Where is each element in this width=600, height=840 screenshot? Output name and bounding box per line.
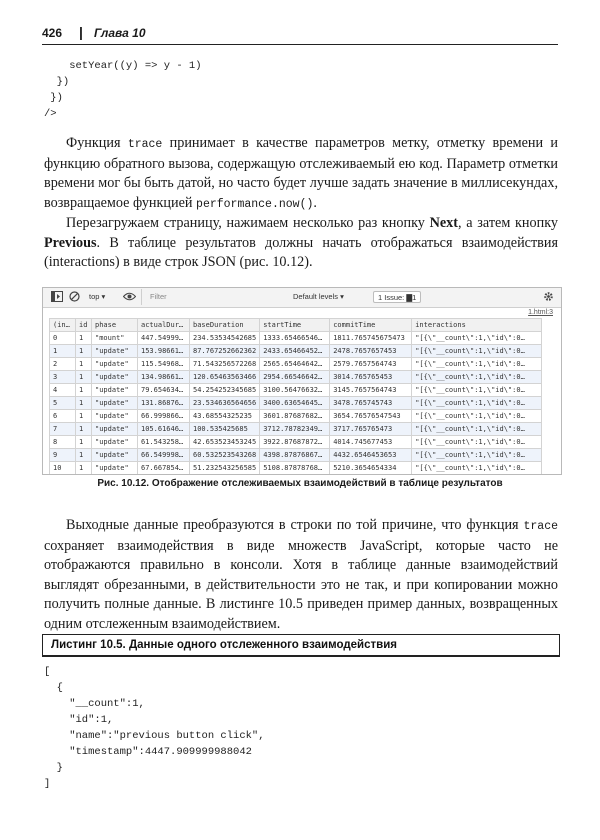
table-header-row [50, 319, 542, 332]
page-number: 426 [42, 26, 63, 40]
table-cell: 7 [50, 423, 76, 436]
column-header[interactable]: (in… [50, 319, 76, 332]
table-cell: 3717.765765473 [330, 423, 412, 436]
table-cell: "[{\"__count\":1,\"id\":0… [412, 332, 542, 345]
eye-icon[interactable] [123, 292, 136, 303]
table-cell: "[{\"__count\":1,\"id\":0… [412, 384, 542, 397]
clear-console-icon[interactable] [69, 291, 80, 304]
table-cell: 1 [76, 345, 92, 358]
paragraph-trace-description: Функция trace принимает в качестве параметров метку, отметку времени и функцию обратного вызова, содержащую отслеживаемый ею код. Параметр отметки времени мог бы быть датой, но часто будет лучше задать значение в миллисекундах, возвращаемое функцией performance.now(). [44, 135, 559, 211]
table-cell: 2579.7657564743 [330, 358, 412, 371]
table-cell: 4398.87876867… [260, 449, 330, 462]
column-header[interactable]: startTime [260, 319, 330, 332]
table-cell: 79.654634… [138, 384, 190, 397]
table-cell: 4014.745677453 [330, 436, 412, 449]
table-row[interactable] [50, 397, 542, 410]
inline-code-trace: trace [523, 520, 558, 533]
table-cell: 43.68554325235 [190, 410, 260, 423]
table-cell: 23.534636564656 [190, 397, 260, 410]
table-cell: 10 [50, 462, 76, 475]
table-cell: 100.535425685 [190, 423, 260, 436]
toolbar-divider [141, 289, 142, 305]
listing-title: Листинг 10.5. Данные одного отслеженного взаимодействия [51, 639, 397, 651]
table-cell: "update" [92, 345, 138, 358]
issues-badge[interactable]: 1 Issue: ▇1 [373, 291, 421, 303]
source-file-link[interactable]: 1.html:3 [528, 309, 553, 316]
table-row[interactable] [50, 358, 542, 371]
table-cell: 3400.63654645… [260, 397, 330, 410]
table-cell: 0 [50, 332, 76, 345]
table-cell: 1 [76, 397, 92, 410]
table-cell: 1 [76, 436, 92, 449]
table-row[interactable] [50, 384, 542, 397]
table-cell: 1333.65466546… [260, 332, 330, 345]
header-separator: | [79, 24, 83, 40]
table-cell: "[{\"__count\":1,\"id\":0… [412, 423, 542, 436]
inline-code-performance-now: performance.now() [196, 197, 314, 211]
table-cell: 3601.87687682… [260, 410, 330, 423]
table-cell: "update" [92, 462, 138, 475]
table-cell: 51.232543256585 [190, 462, 260, 475]
table-cell: 2 [50, 358, 76, 371]
table-cell: 2478.7657657453 [330, 345, 412, 358]
table-cell: 3654.76576547543 [330, 410, 412, 423]
table-row[interactable] [50, 371, 542, 384]
table-cell: 153.98661… [138, 345, 190, 358]
listing-code: [ { "__count":1, "id":1, "name":"previous button click", "timestamp":4447.909999988042 } ] [44, 666, 265, 790]
code-fragment-top: setYear((y) => y - 1) }) }) /> [44, 60, 202, 120]
column-header[interactable]: commitTime [330, 319, 412, 332]
table-cell: 66.549998… [138, 449, 190, 462]
table-cell: 3014.765765453 [330, 371, 412, 384]
table-cell: 4 [50, 384, 76, 397]
table-row[interactable] [50, 423, 542, 436]
table-cell: 4432.6546453653 [330, 449, 412, 462]
table-cell: 234.53534542685 [190, 332, 260, 345]
paragraph-reload-instructions: Перезагружаем страницу, нажимаем несколько раз кнопку Next, а затем кнопку Previous. В таблице результатов должны начать отображаться взаимодействия (interactions) в виде строк JSON (рис. 10.12). [44, 215, 558, 270]
table-cell: 3712.78782349… [260, 423, 330, 436]
table-cell: "[{\"__count\":1,\"id\":0… [412, 410, 542, 423]
table-cell: 61.543258… [138, 436, 190, 449]
column-header[interactable]: baseDuration [190, 319, 260, 332]
table-cell: 71.543256572268 [190, 358, 260, 371]
console-toolbar [43, 288, 561, 308]
table-cell: "[{\"__count\":1,\"id\":0… [412, 462, 542, 475]
table-cell: "[{\"__count\":1,\"id\":0… [412, 371, 542, 384]
table-cell: 1 [76, 371, 92, 384]
console-screenshot [42, 287, 562, 475]
table-cell: 3 [50, 371, 76, 384]
column-header[interactable]: phase [92, 319, 138, 332]
page-header [42, 22, 558, 45]
table-cell: 131.86876… [138, 397, 190, 410]
table-cell: 1 [76, 358, 92, 371]
table-cell: 447.54999… [138, 332, 190, 345]
table-cell: 54.254252345685 [190, 384, 260, 397]
table-row[interactable] [50, 332, 542, 345]
table-cell: 9 [50, 449, 76, 462]
table-cell: 87.767252662362 [190, 345, 260, 358]
table-row[interactable] [50, 449, 542, 462]
table-cell: 2954.66546642… [260, 371, 330, 384]
column-header[interactable]: interactions [412, 319, 542, 332]
bold-previous: Previous [44, 234, 97, 251]
table-cell: "update" [92, 371, 138, 384]
table-cell: 1 [76, 410, 92, 423]
table-cell: 115.54968… [138, 358, 190, 371]
table-cell: 5 [50, 397, 76, 410]
listing-underline [42, 655, 560, 657]
sidebar-toggle-icon[interactable] [51, 291, 63, 304]
table-cell: 60.532523543268 [190, 449, 260, 462]
table-cell: "update" [92, 449, 138, 462]
table-cell: "[{\"__count\":1,\"id\":0… [412, 449, 542, 462]
settings-gear-icon[interactable] [543, 291, 554, 304]
table-cell: 1 [76, 449, 92, 462]
table-cell: 1 [76, 384, 92, 397]
table-cell: 67.667854… [138, 462, 190, 475]
console-results-table [49, 318, 542, 475]
table-cell: 1 [76, 332, 92, 345]
table-cell: "mount" [92, 332, 138, 345]
filter-input[interactable]: Filter [150, 292, 167, 301]
table-cell: "[{\"__count\":1,\"id\":0… [412, 436, 542, 449]
table-cell: "[{\"__count\":1,\"id\":0… [412, 358, 542, 371]
table-cell: 5210.3654654334 [330, 462, 412, 475]
table-cell: 66.999866… [138, 410, 190, 423]
table-cell: 2433.65466452… [260, 345, 330, 358]
table-cell: "update" [92, 397, 138, 410]
table-cell: 1 [50, 345, 76, 358]
table-cell: 6 [50, 410, 76, 423]
table-cell: 8 [50, 436, 76, 449]
table-cell: "update" [92, 358, 138, 371]
table-cell: 120.65463563466 [190, 371, 260, 384]
table-row[interactable] [50, 462, 542, 475]
table-cell: 1 [76, 462, 92, 475]
table-cell: "update" [92, 423, 138, 436]
context-selector[interactable]: top ▾ [89, 292, 106, 301]
table-row[interactable] [50, 436, 542, 449]
listing-header-box [42, 634, 560, 656]
table-cell: "update" [92, 436, 138, 449]
table-cell: "[{\"__count\":1,\"id\":0… [412, 345, 542, 358]
paragraph-output-explanation: Выходные данные преобразуются в строки по той причине, что функция trace сохраняет взаимодействия в виде множеств JavaScript, которые часто не отображаются правильно в консоли. Хотя в таблице данные взаимодействий выглядят обрезанными, в действительности это не так, и при копировании можно получить полные данные. В листинге 10.5 приведен пример данных, возвращенных одним отслеженным взаимодействием. [44, 517, 558, 632]
table-cell: "update" [92, 384, 138, 397]
table-row[interactable] [50, 410, 542, 423]
table-row[interactable] [50, 345, 542, 358]
log-levels-dropdown[interactable]: Default levels ▾ [293, 292, 344, 301]
source-link-row [43, 308, 561, 318]
table-cell: 42.653523453245 [190, 436, 260, 449]
table-cell: "update" [92, 410, 138, 423]
table-cell: "[{\"__count\":1,\"id\":0… [412, 397, 542, 410]
table-cell: 2565.65464642… [260, 358, 330, 371]
table-cell: 3145.7657564743 [330, 384, 412, 397]
table-cell: 3478.765745743 [330, 397, 412, 410]
bold-next: Next [429, 215, 458, 231]
inline-code-trace: trace [127, 138, 163, 151]
column-header[interactable]: id [76, 319, 92, 332]
table-cell: 5108.87878768… [260, 462, 330, 475]
table-cell: 105.61646… [138, 423, 190, 436]
column-header[interactable]: actualDur… [138, 319, 190, 332]
table-cell: 134.98661… [138, 371, 190, 384]
table-cell: 3922.87687872… [260, 436, 330, 449]
table-cell: 1 [76, 423, 92, 436]
table-cell: 1811.765745675473 [330, 332, 412, 345]
table-cell: 3100.56476632… [260, 384, 330, 397]
figure-caption: Рис. 10.12. Отображение отслеживаемых взаимодействий в таблице результатов [97, 478, 503, 489]
chapter-title: Глава 10 [94, 26, 146, 40]
